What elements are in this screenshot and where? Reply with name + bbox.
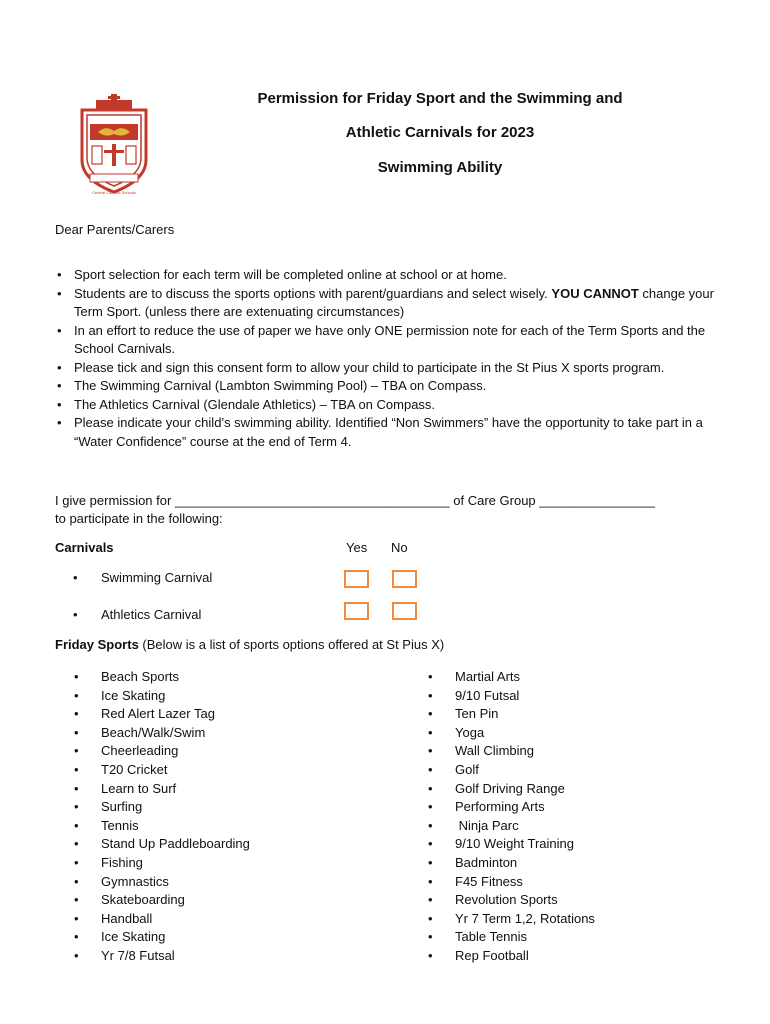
list-item: • Yr 7 Term 1,2, Rotations bbox=[427, 910, 595, 929]
crest-caption: Central Catholic Schools bbox=[92, 190, 136, 195]
list-item: • Revolution Sports bbox=[427, 891, 595, 910]
list-item: • The Athletics Carnival (Glendale Athletics) – TBA on Compass. bbox=[55, 396, 725, 415]
list-item: • Ice Skating bbox=[73, 687, 250, 706]
athletics-yes-checkbox[interactable] bbox=[344, 602, 369, 620]
list-item: • Learn to Surf bbox=[73, 780, 250, 799]
list-item: • Beach Sports bbox=[73, 668, 250, 687]
list-item: • Please tick and sign this consent form to allow your child to participate in the St Pius X sports program. bbox=[55, 359, 725, 378]
list-item: • Ninja Parc bbox=[427, 817, 595, 836]
swimming-yes-checkbox[interactable] bbox=[344, 570, 369, 588]
list-item: • Performing Arts bbox=[427, 798, 595, 817]
school-crest-logo bbox=[74, 94, 154, 198]
list-item: • 9/10 Futsal bbox=[427, 687, 595, 706]
permission-line-2: to participate in the following: bbox=[55, 511, 223, 526]
page-title-line-2: Athletic Carnivals for 2023 bbox=[345, 124, 535, 141]
carnivals-heading: Carnivals bbox=[55, 540, 114, 555]
list-item: • Yr 7/8 Futsal bbox=[73, 947, 250, 966]
list-item: • Wall Climbing bbox=[427, 742, 595, 761]
list-item: • Stand Up Paddleboarding bbox=[73, 835, 250, 854]
yes-column-label: Yes bbox=[346, 540, 368, 555]
list-item: • Sport selection for each term will be completed online at school or at home. bbox=[55, 266, 725, 285]
list-item: • Students are to discuss the sports options with parent/guardians and select wisely. YOU CANNOT change your Term Sport. (unless there are extenuating circumstances) bbox=[55, 285, 725, 322]
list-item: • The Swimming Carnival (Lambton Swimming Pool) – TBA on Compass. bbox=[55, 377, 725, 396]
athletics-no-checkbox[interactable] bbox=[392, 602, 417, 620]
list-item: • Please indicate your child’s swimming ability. Identified “Non Swimmers” have the opportunity to take part in a “Water Confidence” course at the end of Term 4. bbox=[55, 414, 725, 451]
list-item: • Skateboarding bbox=[73, 891, 250, 910]
swimming-no-checkbox[interactable] bbox=[392, 570, 417, 588]
no-column-label: No bbox=[391, 540, 408, 555]
list-item: • Rep Football bbox=[427, 947, 595, 966]
page-title-line-1: Permission for Friday Sport and the Swimming and bbox=[257, 90, 623, 107]
list-item: • F45 Fitness bbox=[427, 873, 595, 892]
list-item: • Ten Pin bbox=[427, 705, 595, 724]
permission-statement bbox=[55, 492, 655, 528]
permission-line: I give permission for ______________________________________ of Care Group ________________ bbox=[55, 493, 655, 508]
list-item: • Martial Arts bbox=[427, 668, 595, 687]
list-item: • Fishing bbox=[73, 854, 250, 873]
list-item: • Yoga bbox=[427, 724, 595, 743]
list-item: • T20 Cricket bbox=[73, 761, 250, 780]
list-item: • Ice Skating bbox=[73, 928, 250, 947]
information-list bbox=[55, 266, 725, 451]
sports-list-left bbox=[73, 668, 250, 966]
list-item: • Gymnastics bbox=[73, 873, 250, 892]
list-item: • Tennis bbox=[73, 817, 250, 836]
sports-list-right bbox=[427, 668, 595, 966]
list-item: • Beach/Walk/Swim bbox=[73, 724, 250, 743]
list-item: • Surfing bbox=[73, 798, 250, 817]
greeting: Dear Parents/Carers bbox=[55, 222, 175, 237]
list-item: • Golf bbox=[427, 761, 595, 780]
list-item: • Badminton bbox=[427, 854, 595, 873]
list-item: • 9/10 Weight Training bbox=[427, 835, 595, 854]
list-item: • Cheerleading bbox=[73, 742, 250, 761]
list-item: • Golf Driving Range bbox=[427, 780, 595, 799]
friday-sports-heading: Friday Sports (Below is a list of sports options offered at St Pius X) bbox=[55, 637, 445, 652]
list-item: • Table Tennis bbox=[427, 928, 595, 947]
page-subtitle: Swimming Ability bbox=[377, 159, 503, 176]
list-item: • Handball bbox=[73, 910, 250, 929]
list-item: • Red Alert Lazer Tag bbox=[73, 705, 250, 724]
list-item: • In an effort to reduce the use of paper we have only ONE permission note for each of the Term Sports and the School Carnivals. bbox=[55, 322, 725, 359]
